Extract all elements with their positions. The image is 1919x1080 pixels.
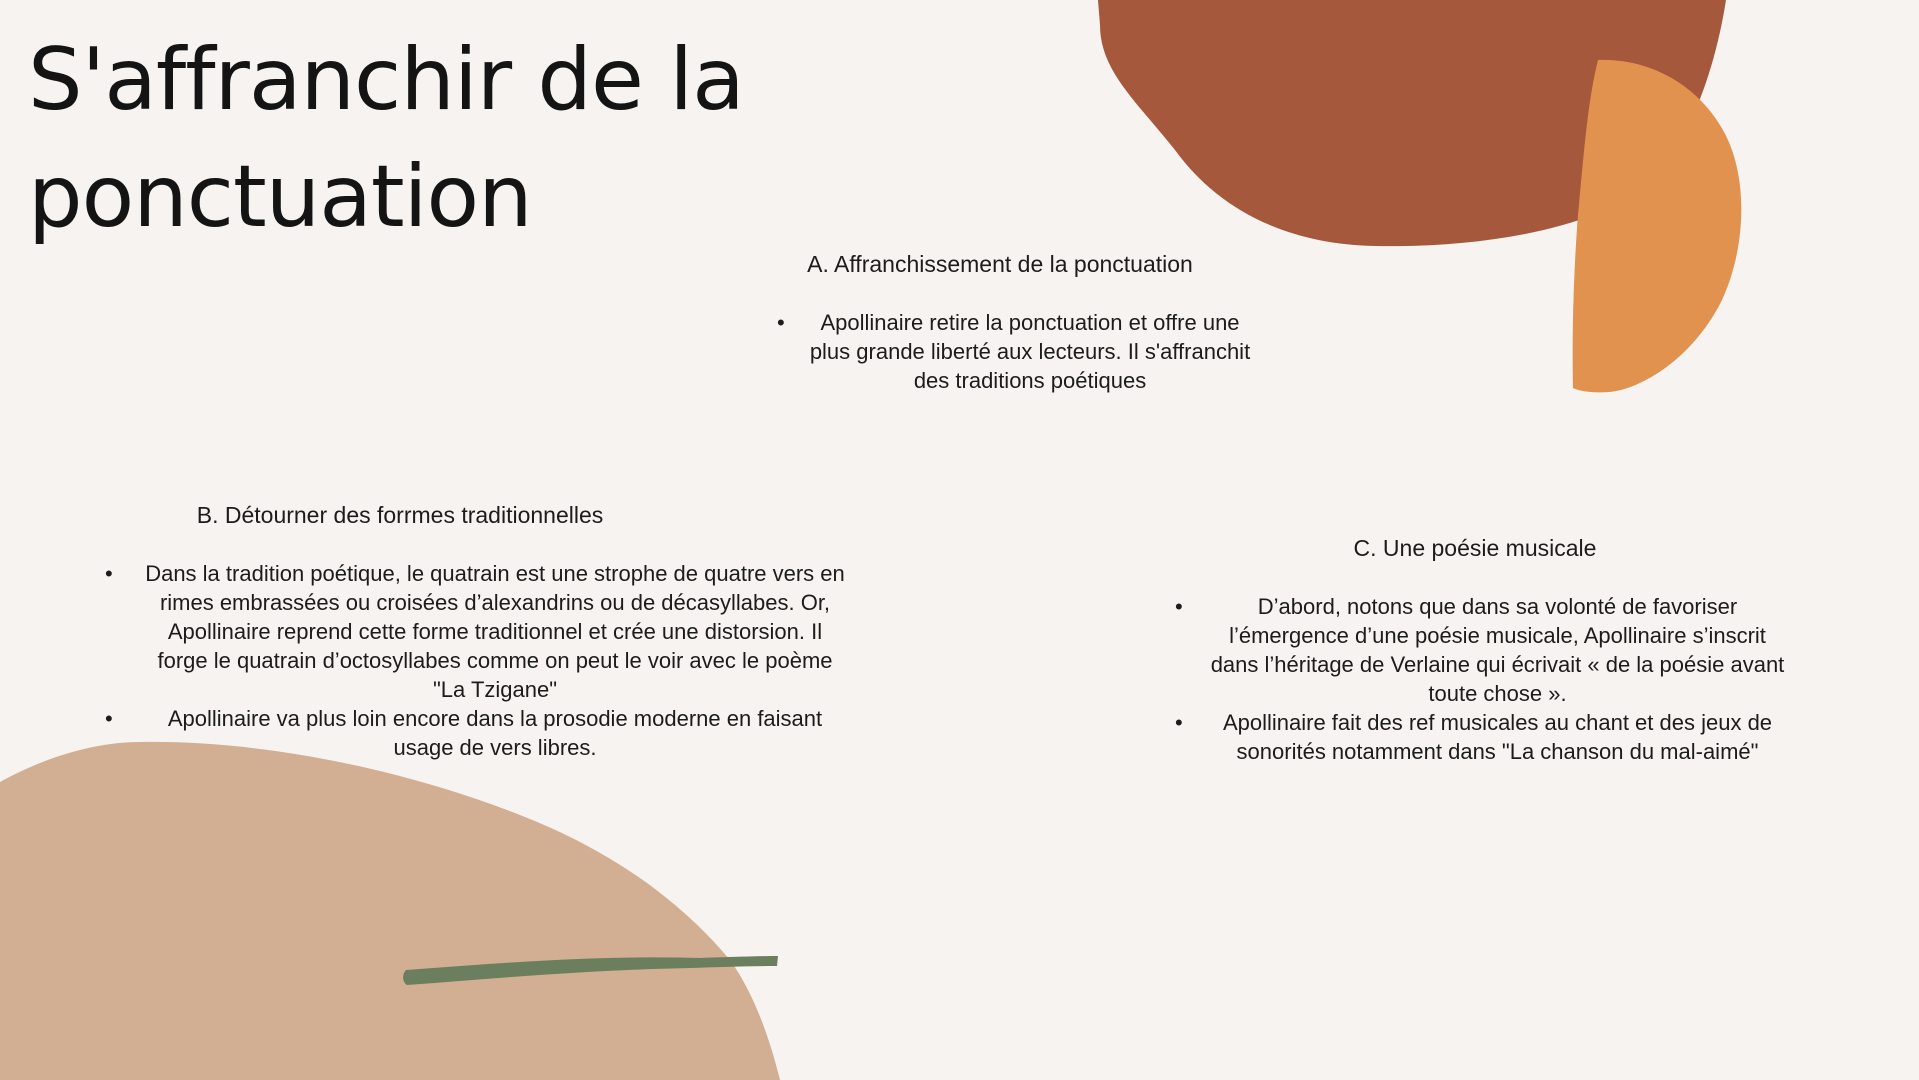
bullet-icon: •	[1175, 594, 1183, 619]
list-item	[1165, 708, 1795, 766]
list-item-text: Dans la tradition poétique, le quatrain est une strophe de quatre vers en rimes embrassées ou croisées d’alexandrins ou de décasyllabes. Or, Apollinaire reprend cette forme traditionnel et crée une distorsion. Il forge le quatrain d’octosyllabes comme on peut le voir avec le poème "La Tzigane"	[145, 561, 845, 702]
section-a-heading: A. Affranchissement de la ponctuation	[807, 251, 1193, 277]
section-c	[1165, 534, 1795, 766]
section-a	[760, 250, 1260, 395]
section-b	[100, 501, 860, 762]
list-item-text: Apollinaire fait des ref musicales au chant et des jeux de sonorités notamment dans "La chanson du mal-aimé"	[1222, 710, 1773, 764]
list-item	[100, 704, 860, 762]
bullet-icon: •	[105, 561, 113, 586]
list-item-text: Apollinaire va plus loin encore dans la prosodie moderne en faisant usage de vers libres.	[167, 706, 823, 760]
slide-title: S'affranchir de la ponctuation	[28, 30, 744, 247]
section-c-list	[1165, 592, 1795, 766]
bullet-icon: •	[777, 310, 785, 335]
bullet-icon: •	[1175, 710, 1183, 735]
orange-blob-shape	[1573, 60, 1742, 392]
section-a-list	[760, 308, 1260, 395]
sand-blob-shape	[0, 742, 780, 1080]
list-item-text: Apollinaire retire la ponctuation et offre une plus grande liberté aux lecteurs. Il s'affranchit des traditions poétiques	[809, 310, 1251, 393]
list-item	[1165, 592, 1795, 708]
list-item	[100, 559, 860, 704]
section-b-heading: B. Détourner des forrmes traditionnelles	[196, 502, 604, 528]
list-item	[760, 308, 1260, 395]
list-item-text: D’abord, notons que dans sa volonté de favoriser l’émergence d’une poésie musicale, Apollinaire s’inscrit dans l’héritage de Verlaine qui écrivait « de la poésie avant toute chose ».	[1210, 594, 1785, 706]
bullet-icon: •	[105, 706, 113, 731]
section-b-list	[100, 559, 860, 762]
section-c-heading: C. Une poésie musicale	[1353, 535, 1597, 561]
